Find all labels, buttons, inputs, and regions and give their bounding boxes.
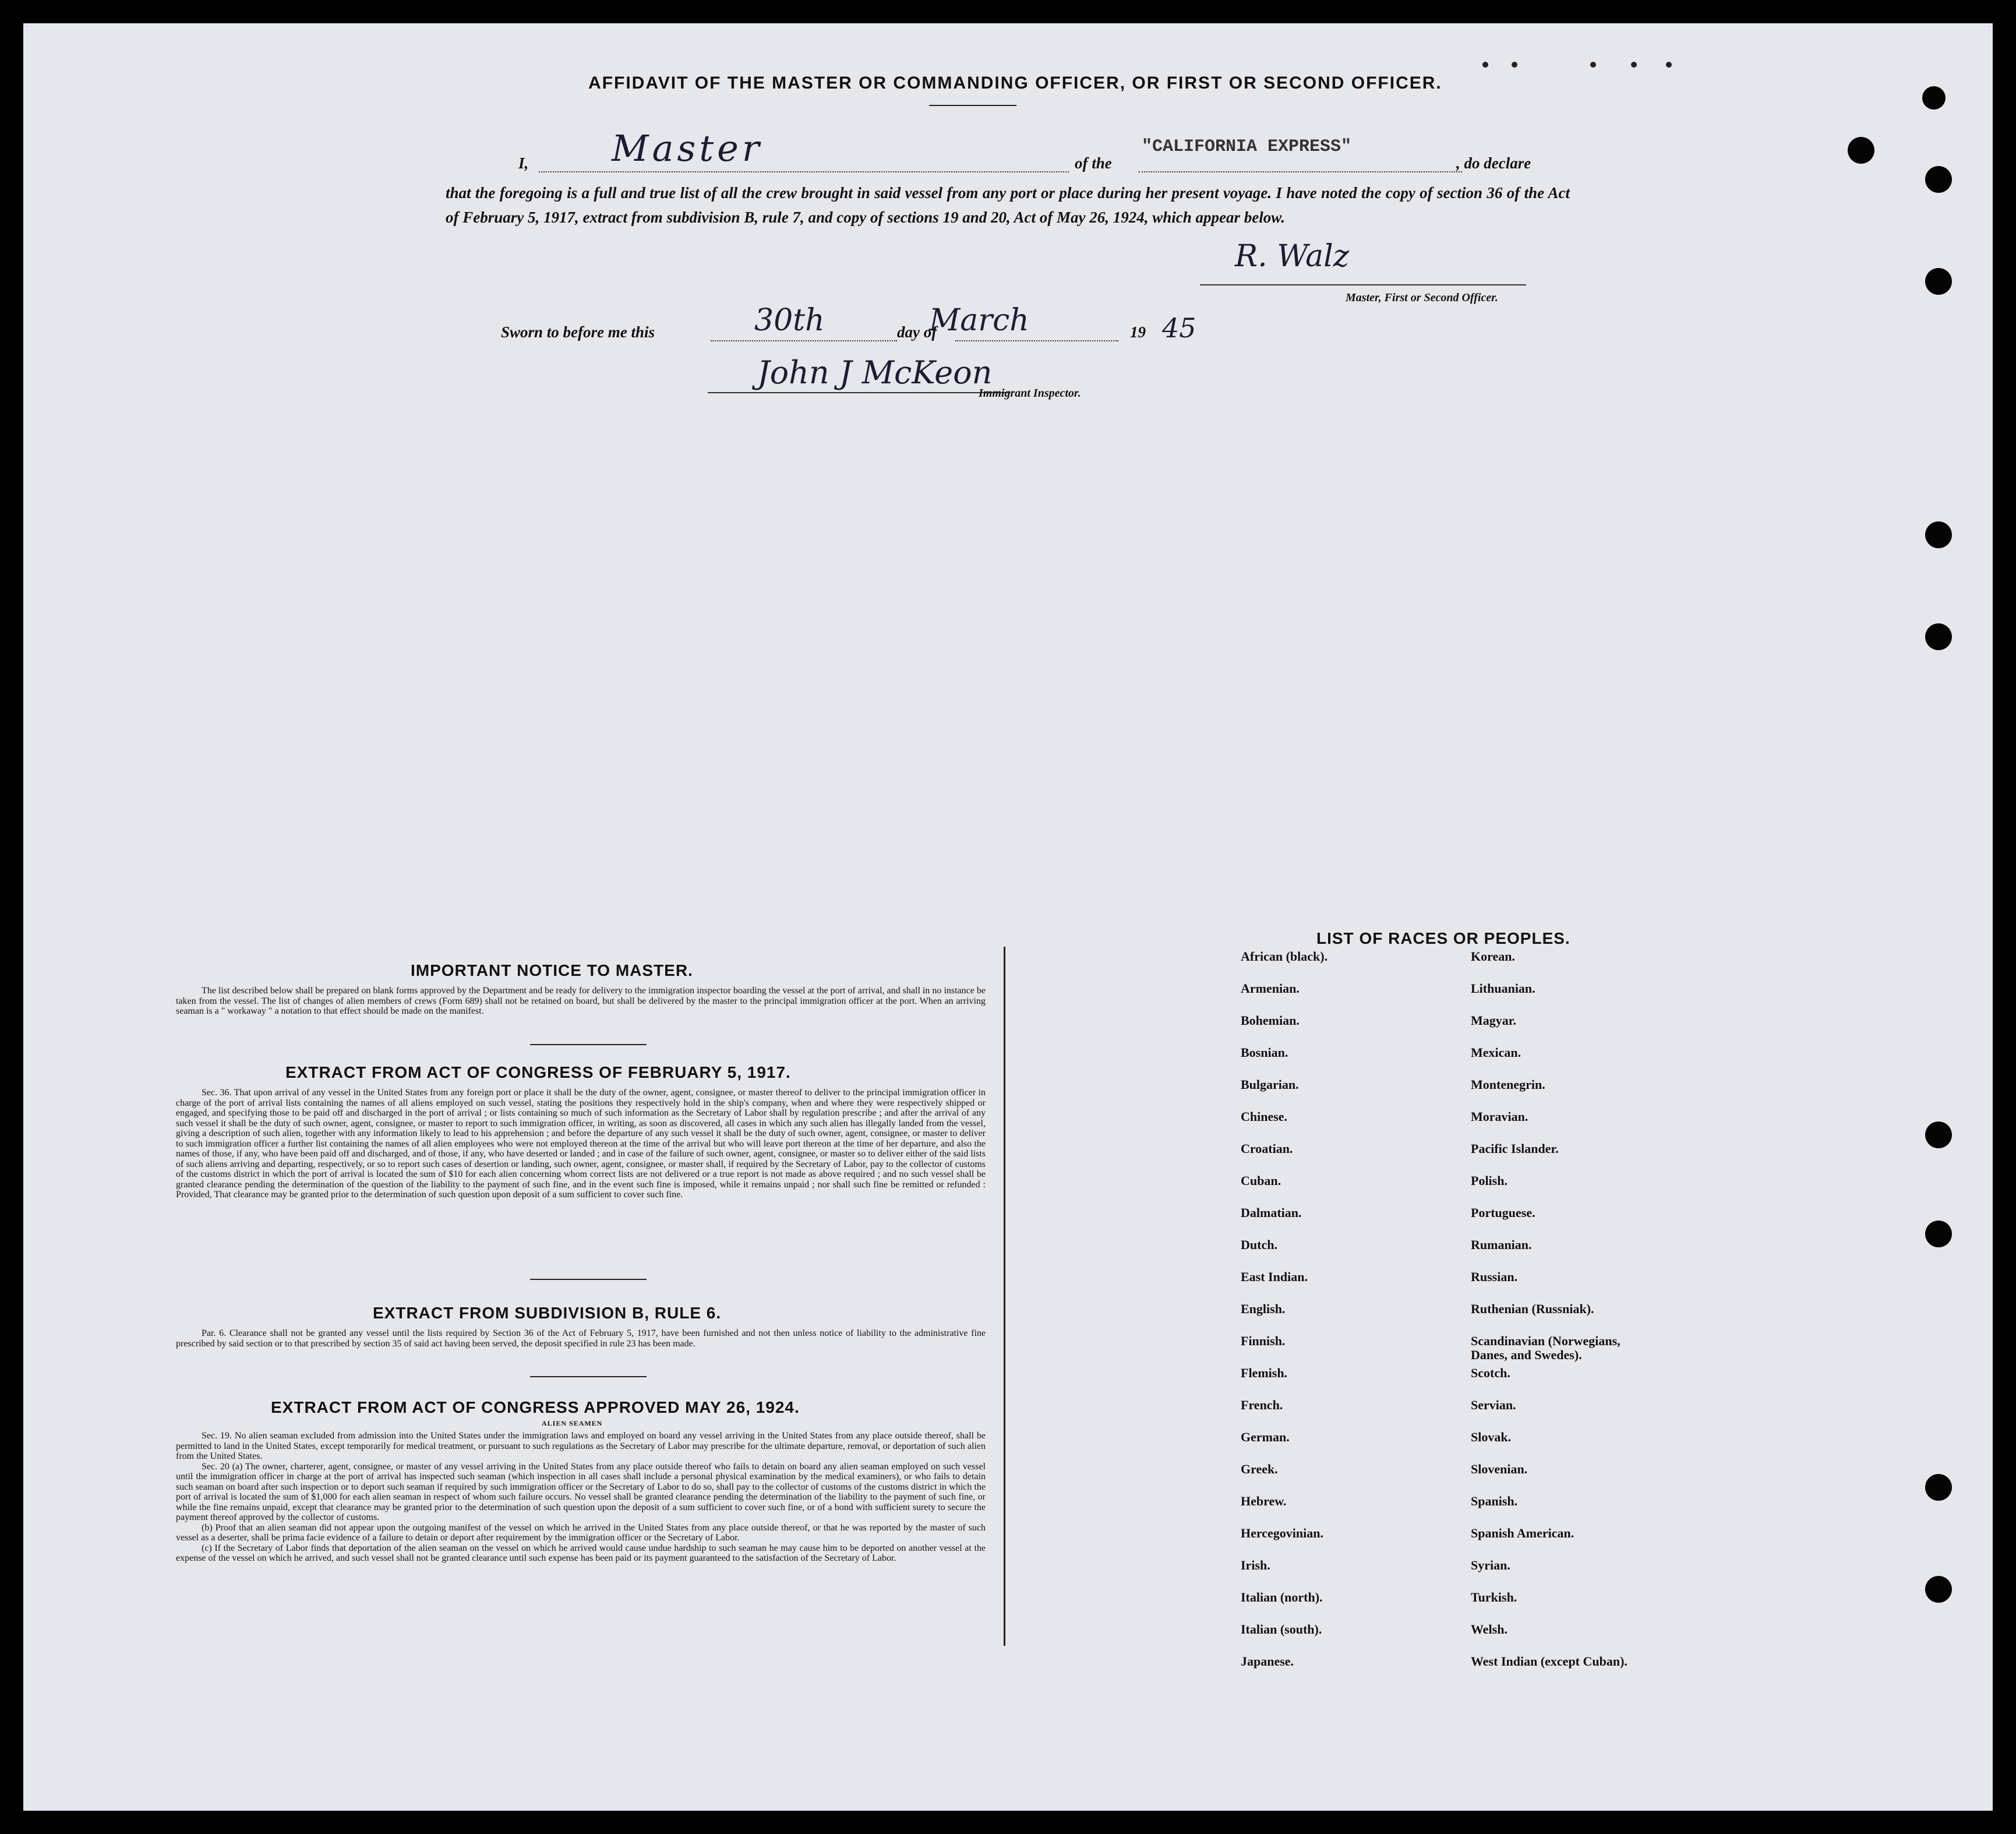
races-right-column <box>1471 950 1715 1687</box>
race-item: Irish. <box>1241 1558 1270 1572</box>
master-signature: R. Walz <box>1235 239 1350 274</box>
race-item: Servian. <box>1471 1398 1516 1412</box>
race-item: Bohemian. <box>1241 1013 1300 1028</box>
race-item: Portuguese. <box>1471 1205 1535 1220</box>
stray-mark <box>1631 62 1637 68</box>
race-item: Scotch. <box>1471 1366 1510 1380</box>
race-item: Rumanian. <box>1471 1237 1532 1252</box>
race-item: Flemish. <box>1241 1366 1288 1380</box>
affidavit-title-rule <box>929 105 1016 106</box>
race-item: Ruthenian (Russniak). <box>1471 1302 1594 1316</box>
inspector-caption: Immigrant Inspector. <box>979 387 1081 400</box>
race-item: Moravian. <box>1471 1109 1528 1124</box>
races-left-column <box>1241 950 1450 1687</box>
extract-1924-sec20a: Sec. 20 (a) The owner, charterer, agent, consignee, or master of any vessel arriving in the United States from any place outside thereof who fails to detain on board any alien seaman employed on such vessel until the immigration officer in charge at the port of arrival has inspected such seaman (which inspection in all cases shall include a personal physical examination by the medical examiners), or who fails to detain such seaman on board after such inspection or to deport such seaman if required by such immigration officer or the Secretary of Labor to do so, shall pay to the collector of customs of the customs district in which the port of arrival is located the sum of $1,000 for each alien seaman in respect of whom such failure occurs. No vessel shall be granted clearance pending the determination of the liability to the payment of such fine, or while the fine remains unpaid, except that clearance may be granted prior to the determination of such question upon the deposit of a sum sufficient to cover such fine, or of a bond with sufficient surety to secure the payment thereof approved by the collector of customs. <box>176 1461 986 1522</box>
declare-label: , do declare <box>1456 154 1531 172</box>
sworn-day: 30th <box>754 303 825 338</box>
race-item: Magyar. <box>1471 1013 1517 1028</box>
punch-hole <box>1925 1221 1952 1247</box>
extract-1924-sec19: Sec. 19. No alien seaman excluded from admission into the United States under the immigration laws and employed on board any vessel arriving in the United States from any place outside thereof, shall be permitted to land in the United States, except temporarily for medical treatment, or pursuant to such regulations as the Secretary of Labor may prescribe for the ultimate departure, removal, or deportation of such alien from the United States. <box>176 1431 986 1461</box>
extract-1917-title: EXTRACT FROM ACT OF CONGRESS OF FEBRUARY 5, 1917. <box>285 1063 791 1081</box>
officer-title-handwritten: Master <box>612 127 763 170</box>
officer-title-line <box>539 171 1069 172</box>
affidavit-title: AFFIDAVIT OF THE MASTER OR COMMANDING OFFICER, OR FIRST OR SECOND OFFICER. <box>588 73 1442 93</box>
punch-hole <box>1925 1121 1952 1148</box>
extract-1924-title: EXTRACT FROM ACT OF CONGRESS APPROVED MAY 26, 1924. <box>271 1398 800 1416</box>
race-item: Dalmatian. <box>1241 1205 1302 1220</box>
races-title: LIST OF RACES OR PEOPLES. <box>1316 929 1570 947</box>
sworn-month-line <box>955 340 1118 341</box>
master-caption: Master, First or Second Officer. <box>1346 291 1498 304</box>
race-item: Mexican. <box>1471 1045 1521 1060</box>
stray-mark <box>1590 62 1596 68</box>
punch-hole <box>1925 268 1952 295</box>
inspector-signature: John J McKeon <box>757 354 993 391</box>
race-item: Croatian. <box>1241 1141 1293 1156</box>
race-item: Spanish American. <box>1471 1526 1574 1540</box>
race-item: Hercegovinian. <box>1241 1526 1323 1540</box>
race-item: Slovak. <box>1471 1430 1512 1444</box>
notice-paragraph: The list described below shall be prepared on blank forms approved by the Department and be ready for delivery to the immigration inspector boarding the vessel at the port of arrival, and shall in no instance be taken from the vessel. The list of changes of alien members of crews (Form 689) shall not be retained on board, but shall be delivered by the master to the principal immigration officer at the port. When an arriving seaman is a " workaway " a notation to that effect should be made on the manifest. <box>176 986 986 1016</box>
race-item: Polish. <box>1471 1173 1507 1188</box>
extract-rule6-paragraph: Par. 6. Clearance shall not be granted any vessel until the lists required by Section 36 of the Act of February 5, 1917, have been furnished and not then unless notice of liability to the administrative fine prescribed by said section or to that prescribed by section 35 of said act having been served, the deposit specified in rule 23 has been made. <box>176 1328 986 1349</box>
race-item: Lithuanian. <box>1471 981 1535 996</box>
vessel-name-line <box>1139 171 1462 172</box>
race-item: Italian (south). <box>1241 1622 1322 1637</box>
race-item: Slovenian. <box>1471 1462 1528 1476</box>
extract-1924-body <box>176 1431 986 1564</box>
race-item: Italian (north). <box>1241 1590 1323 1604</box>
race-item: English. <box>1241 1302 1286 1316</box>
punch-hole <box>1922 86 1946 110</box>
extract-1917-body <box>176 1088 986 1200</box>
race-item: Russian. <box>1471 1269 1518 1284</box>
race-item: West Indian (except Cuban). <box>1471 1654 1627 1669</box>
race-item: Hebrew. <box>1241 1494 1287 1508</box>
stray-mark <box>1512 62 1517 68</box>
stray-mark <box>1666 62 1672 68</box>
notice-rule <box>530 1044 647 1045</box>
race-item: Greek. <box>1241 1462 1278 1476</box>
i-label: I, <box>518 154 529 172</box>
race-item: Bulgarian. <box>1241 1077 1299 1092</box>
race-item: East Indian. <box>1241 1269 1308 1284</box>
of-the-label: of the <box>1075 154 1112 172</box>
sworn-month: March <box>929 303 1029 338</box>
race-item: Cuban. <box>1241 1173 1281 1188</box>
punch-hole <box>1925 521 1952 548</box>
inspector-signature-line <box>708 392 1011 393</box>
extract-1924-sec20b: (b) Proof that an alien seaman did not appear upon the outgoing manifest of the vessel on which he arrived in the United States from any place outside thereof, or that he was reported by the master of such vessel as a deserter, shall be prima facie evidence of a failure to detain or deport after requirement by the immigration officer or the Secretary of Labor. <box>176 1522 986 1543</box>
vessel-name-stamp: "CALIFORNIA EXPRESS" <box>1142 137 1352 157</box>
manifest-page <box>23 23 1993 1811</box>
stray-mark <box>1482 62 1488 68</box>
extract-rule6-rule <box>530 1376 647 1377</box>
extract-rule6-body <box>176 1328 986 1349</box>
extract-1924-sec20c: (c) If the Secretary of Labor finds that deportation of the alien seaman on the vessel on which he arrived would cause undue hardship to such seaman he may cause him to be deported on another vessel at the expense of the vessel on which he arrived, and such vessel shall not be granted clearance until such expense has been paid or its payment guaranteed to the satisfaction of the Secretary of Labor. <box>176 1543 986 1563</box>
race-item: Chinese. <box>1241 1109 1288 1124</box>
extract-1917-paragraph: Sec. 36. That upon arrival of any vessel in the United States from any foreign port or place it shall be the duty of the owner, agent, consignee, or master thereof to deliver to the principal immigration officer in charge of the port of arrival lists containing the names of all aliens employed on such vessel, stating the positions they respectively hold in the ship's company, when and where they were respectively shipped or engaged, and specifying those to be paid off and discharged in the port of arrival ; or lists containing so much of such information as the Secretary of Labor shall by regulation prescribe ; and after the arrival of any such vessel it shall be the duty of such owner, agent, consignee, or master to report to such immigration officer, in writing, as soon as discovered, all cases in which any such alien has illegally landed from the vessel, giving a description of such alien, together with any information likely to lead to his apprehension ; and before the departure of any such vessel it shall be the duty of such owner, agent, consignee, or master to deliver to such immigration officer a further list containing the names of all alien employees who were not employed thereon at the time of the arrival but who will leave port thereon at the time of her departure, and also the names of those, if any, who have been paid off and discharged, and of those, if any, who have deserted or landed ; and in case of the failure of such owner, agent, consignee, or master so to deliver either of the said lists of such aliens arriving and departing, respectively, or so to report such cases of desertion or landing, such owner, agent, consignee, or master shall, if required by the Secretary of Labor, pay to the collector of customs of the customs district in which the port of arrival is located the sum of $10 for each alien concerning whom correct lists are not delivered or a true report is not made as above required ; and no such vessel shall be granted clearance pending the determination of the question of the liability to the payment of such fine, and in the event such fine is imposed, while it remains unpaid ; nor shall such fine be remitted or refunded : Provided, That clearance may be granted prior to the determination of such question upon deposit of a sum sufficient to cover such fine. <box>176 1088 986 1200</box>
race-item: Japanese. <box>1241 1654 1294 1669</box>
race-item: African (black). <box>1241 949 1328 964</box>
race-item: Syrian. <box>1471 1558 1510 1572</box>
year-prefix: 19 <box>1130 323 1146 341</box>
punch-hole <box>1848 137 1874 164</box>
race-item: German. <box>1241 1430 1290 1444</box>
year-suffix: 45 <box>1162 312 1196 344</box>
race-item: Turkish. <box>1471 1590 1517 1604</box>
day-of-label: day of <box>897 323 937 341</box>
punch-hole <box>1925 1474 1952 1501</box>
sworn-day-line <box>711 340 897 341</box>
notice-body <box>176 986 986 1017</box>
race-item: French. <box>1241 1398 1283 1412</box>
extract-rule6-title: EXTRACT FROM SUBDIVISION B, RULE 6. <box>373 1304 722 1322</box>
punch-hole <box>1925 166 1952 193</box>
notice-title: IMPORTANT NOTICE TO MASTER. <box>411 961 693 979</box>
race-item: Welsh. <box>1471 1622 1507 1637</box>
sworn-label: Sworn to before me this <box>501 323 655 341</box>
punch-hole <box>1925 1576 1952 1603</box>
race-item: Scandinavian (Norwegians, Danes, and Swedes). <box>1471 1334 1620 1362</box>
race-item: Montenegrin. <box>1471 1077 1545 1092</box>
extract-1924-subtitle: ALIEN SEAMEN <box>542 1419 603 1427</box>
race-item: Bosnian. <box>1241 1045 1288 1060</box>
affidavit-statement: that the foregoing is a full and true list of all the crew brought in said vessel from any port or place during her present voyage. I have noted the copy of section 36 of the Act of February 5, 1917, extract from subdivision B, rule 7, and copy of sections 19 and 20, Act of May 26, 1924, which appear below. <box>446 184 1570 226</box>
race-item: Armenian. <box>1241 981 1300 996</box>
master-signature-line <box>1200 284 1526 285</box>
race-item: Pacific Islander. <box>1471 1141 1559 1156</box>
column-divider <box>1004 947 1005 1646</box>
race-item: Spanish. <box>1471 1494 1518 1508</box>
punch-hole <box>1925 623 1952 650</box>
race-item: Dutch. <box>1241 1237 1277 1252</box>
race-item: Finnish. <box>1241 1334 1286 1348</box>
extract-1917-rule <box>530 1279 647 1280</box>
race-item: Korean. <box>1471 949 1515 964</box>
